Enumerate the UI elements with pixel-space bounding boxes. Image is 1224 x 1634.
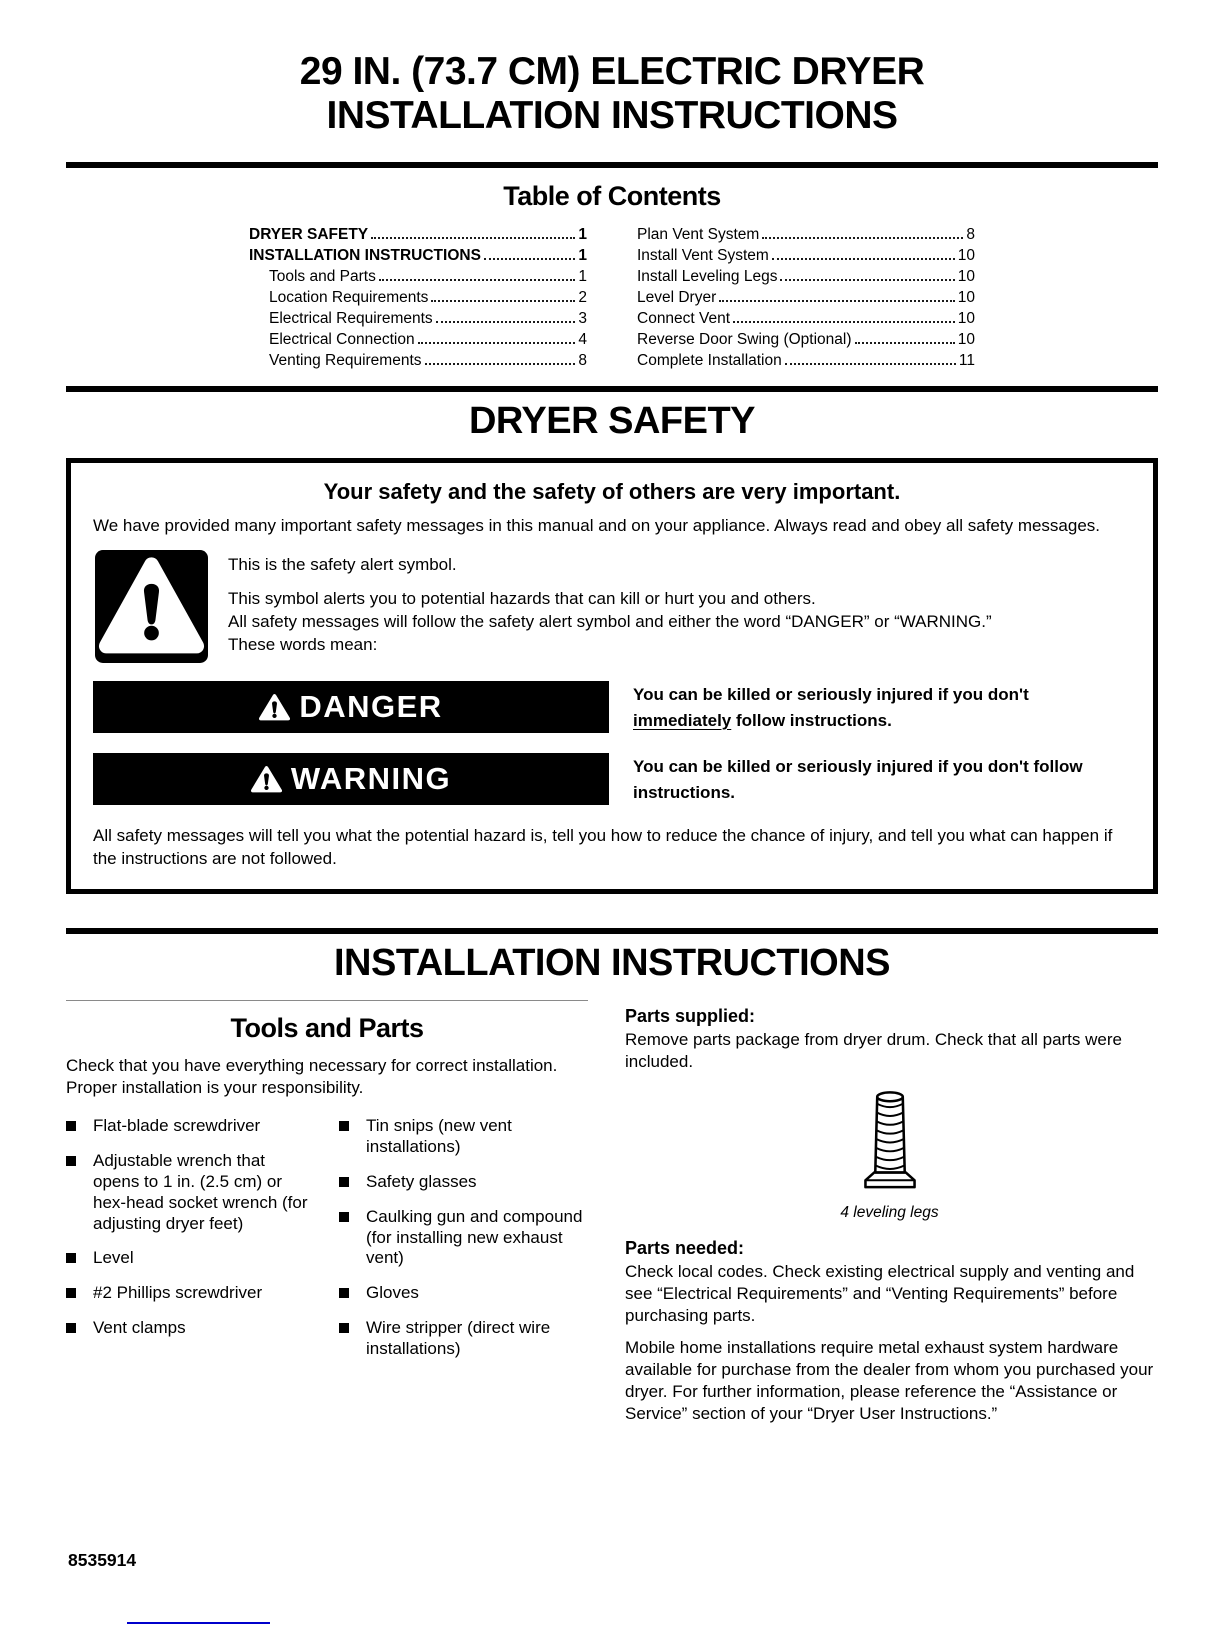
toc-dot-leader (436, 321, 576, 323)
toc-entry-label: INSTALLATION INSTRUCTIONS (249, 247, 481, 265)
square-bullet-icon (66, 1323, 76, 1333)
tool-item (339, 1207, 588, 1270)
warning-banner (93, 753, 609, 805)
warning-row (93, 753, 1131, 805)
divider-rule (66, 162, 1158, 168)
toc-entry (249, 308, 587, 329)
table-of-contents (66, 181, 1158, 371)
tool-item-label: Wire stripper (direct wire installations) (366, 1318, 551, 1359)
toc-entry-label: Plan Vent System (637, 226, 760, 244)
toc-entry (249, 266, 587, 287)
safety-alert-paragraph: This is the safety alert symbol. (228, 554, 457, 574)
tool-item (66, 1116, 315, 1137)
document-part-number: 8535914 (68, 1550, 137, 1570)
tool-item-label: Level (93, 1248, 134, 1268)
divider-rule (66, 928, 1158, 934)
toc-entry-page: 10 (957, 331, 975, 349)
warning-banner-label: WARNING (290, 761, 452, 797)
safety-alert-paragraph: These words mean: (228, 634, 378, 654)
tool-item-label: Tin snips (new vent installations) (366, 1115, 512, 1156)
toc-entry (249, 245, 587, 266)
toc-dot-leader (431, 300, 575, 302)
square-bullet-icon (339, 1121, 349, 1131)
danger-row (93, 681, 1131, 733)
toc-entry-label: Electrical Requirements (269, 310, 433, 328)
leveling-leg-caption: 4 leveling legs (840, 1203, 939, 1221)
square-bullet-icon (66, 1156, 76, 1166)
toc-entry-page: 2 (578, 289, 587, 307)
toc-entry (637, 287, 975, 308)
column-rule (66, 1000, 588, 1001)
tool-item (66, 1318, 315, 1339)
tools-list-column-2 (339, 1116, 588, 1374)
title-line-2: INSTALLATION INSTRUCTIONS (326, 94, 898, 138)
parts-supplied-text: Remove parts package from dryer drum. Check that all parts were included. (625, 1029, 1122, 1071)
toc-entry-page: 8 (578, 352, 587, 370)
toc-entry (637, 224, 975, 245)
safety-box-heading: Your safety and the safety of others are very important. (323, 479, 901, 505)
toc-entry-page: 11 (958, 352, 975, 370)
toc-dot-leader (780, 279, 954, 281)
warning-triangle-icon (251, 765, 282, 793)
safety-box (66, 458, 1158, 894)
tool-item (66, 1151, 315, 1235)
toc-heading: Table of Contents (503, 181, 721, 212)
dryer-safety-section (66, 400, 1158, 894)
tool-item (66, 1283, 315, 1304)
toc-entry (249, 287, 587, 308)
toc-dot-leader (418, 342, 576, 344)
toc-entry-label: Level Dryer (637, 289, 717, 307)
toc-entry-page: 10 (957, 268, 975, 286)
tools-and-parts-column (66, 1000, 588, 1436)
toc-entry (637, 308, 975, 329)
tool-item (339, 1116, 588, 1158)
tool-item-label: Vent clamps (93, 1318, 186, 1338)
footer-link[interactable] (127, 1622, 270, 1628)
toc-entry-label: Electrical Connection (269, 331, 415, 349)
tool-item-label: Safety glasses (366, 1171, 477, 1191)
tools-list-column-1 (66, 1116, 315, 1374)
toc-entry-page: 1 (578, 247, 587, 265)
toc-entry-page: 1 (578, 226, 587, 244)
danger-description: You can be killed or seriously injured if you don't immediately follow instructions. (633, 685, 1029, 730)
toc-entry-label: DRYER SAFETY (249, 226, 369, 244)
safety-alert-icon (95, 550, 208, 668)
divider-rule (66, 386, 1158, 392)
installation-instructions-section (66, 942, 1158, 1436)
toc-dot-leader (762, 237, 963, 239)
tool-item (339, 1172, 588, 1193)
tools-and-parts-heading: Tools and Parts (230, 1012, 424, 1043)
parts-supplied-heading: Parts supplied: (625, 1005, 756, 1026)
tool-item (66, 1248, 315, 1269)
tool-item-label: Gloves (366, 1283, 419, 1303)
safety-outro-text: All safety messages will tell you what the potential hazard is, tell you how to reduce the chance of injury, and tell you what can happen if the instructions are not followed. (93, 826, 1113, 869)
safety-alert-paragraph: All safety messages will follow the safety alert symbol and either the word “DANGER” or “WARNING.” (228, 611, 992, 631)
toc-entry-label: Complete Installation (637, 352, 782, 370)
square-bullet-icon (339, 1288, 349, 1298)
underlined-word: immediately (633, 710, 732, 730)
toc-entry-label: Connect Vent (637, 310, 731, 328)
document-title (66, 50, 1158, 138)
installation-instructions-heading: INSTALLATION INSTRUCTIONS (333, 941, 891, 984)
warning-description: You can be killed or seriously injured if you don't follow instructions. (633, 757, 1083, 802)
danger-banner-label: DANGER (299, 689, 443, 725)
toc-entry (637, 329, 975, 350)
square-bullet-icon (66, 1121, 76, 1131)
toc-left-column (249, 224, 587, 371)
safety-alert-row (95, 550, 1131, 668)
parts-column (625, 1000, 1154, 1436)
toc-entry-page: 4 (578, 331, 587, 349)
toc-entry-label: Reverse Door Swing (Optional) (637, 331, 852, 349)
toc-entry-label: Location Requirements (269, 289, 429, 307)
toc-entry-page: 8 (966, 226, 975, 244)
toc-dot-leader (733, 321, 955, 323)
square-bullet-icon (339, 1177, 349, 1187)
document-page (0, 50, 1224, 1436)
toc-entry-page: 10 (957, 247, 975, 265)
tool-item (339, 1318, 588, 1360)
toc-dot-leader (772, 258, 955, 260)
tool-item-label: Flat-blade screwdriver (93, 1115, 261, 1135)
toc-entry-page: 1 (578, 268, 587, 286)
toc-entry-label: Install Vent System (637, 247, 769, 265)
tool-item (339, 1283, 588, 1304)
toc-entry (249, 350, 587, 371)
toc-dot-leader (785, 363, 956, 365)
tool-item-label: #2 Phillips screwdriver (93, 1283, 263, 1303)
toc-entry (637, 266, 975, 287)
toc-entry-page: 3 (578, 310, 587, 328)
parts-needed-paragraph-2: Mobile home installations require metal exhaust system hardware available for purchase from the dealer from whom you purchased your dryer. For further information, please reference the “Assistance or Service” section of your “Dryer User Instructions.” (625, 1338, 1154, 1424)
tool-item-label: Caulking gun and compound (for installing new exhaust vent) (366, 1206, 583, 1268)
tools-intro-text: Check that you have everything necessary for correct installation. Proper installation is your responsibility. (66, 1055, 558, 1098)
leveling-leg-image (625, 1087, 1154, 1200)
toc-dot-leader (855, 342, 955, 344)
square-bullet-icon (339, 1323, 349, 1333)
parts-needed-paragraph-1: Check local codes. Check existing electrical supply and venting and see “Electrical Requirements” and “Venting Requirements” before purchasing parts. (625, 1261, 1135, 1326)
dryer-safety-heading: DRYER SAFETY (468, 400, 756, 443)
toc-entry (249, 329, 587, 350)
toc-entry (637, 245, 975, 266)
parts-needed-heading: Parts needed: (625, 1237, 745, 1258)
danger-banner (93, 681, 609, 733)
toc-right-column (637, 224, 975, 371)
tool-item-label: Adjustable wrench that opens to 1 in. (2.5 cm) or hex-head socket wrench (for adjusting dryer feet) (93, 1150, 308, 1233)
square-bullet-icon (66, 1253, 76, 1263)
safety-alert-paragraph: This symbol alerts you to potential hazards that can kill or hurt you and others. (228, 588, 816, 608)
toc-dot-leader (425, 363, 576, 365)
toc-entry-page: 10 (957, 289, 975, 307)
safety-alert-text (228, 550, 992, 668)
title-line-1: 29 IN. (73.7 CM) ELECTRIC DRYER (299, 50, 925, 93)
toc-entry-label: Venting Requirements (269, 352, 422, 370)
safety-intro-text: We have provided many important safety messages in this manual and on your appliance. Always read and obey all safety messages. (93, 516, 1101, 536)
toc-dot-leader (484, 258, 575, 260)
toc-dot-leader (719, 300, 955, 302)
toc-entry (637, 350, 975, 371)
danger-triangle-icon (259, 693, 290, 721)
square-bullet-icon (66, 1288, 76, 1298)
toc-entry (249, 224, 587, 245)
toc-entry-page: 10 (957, 310, 975, 328)
toc-dot-leader (379, 279, 576, 281)
toc-entry-label: Install Leveling Legs (637, 268, 778, 286)
toc-dot-leader (371, 237, 575, 239)
toc-entry-label: Tools and Parts (269, 268, 376, 286)
square-bullet-icon (339, 1212, 349, 1222)
